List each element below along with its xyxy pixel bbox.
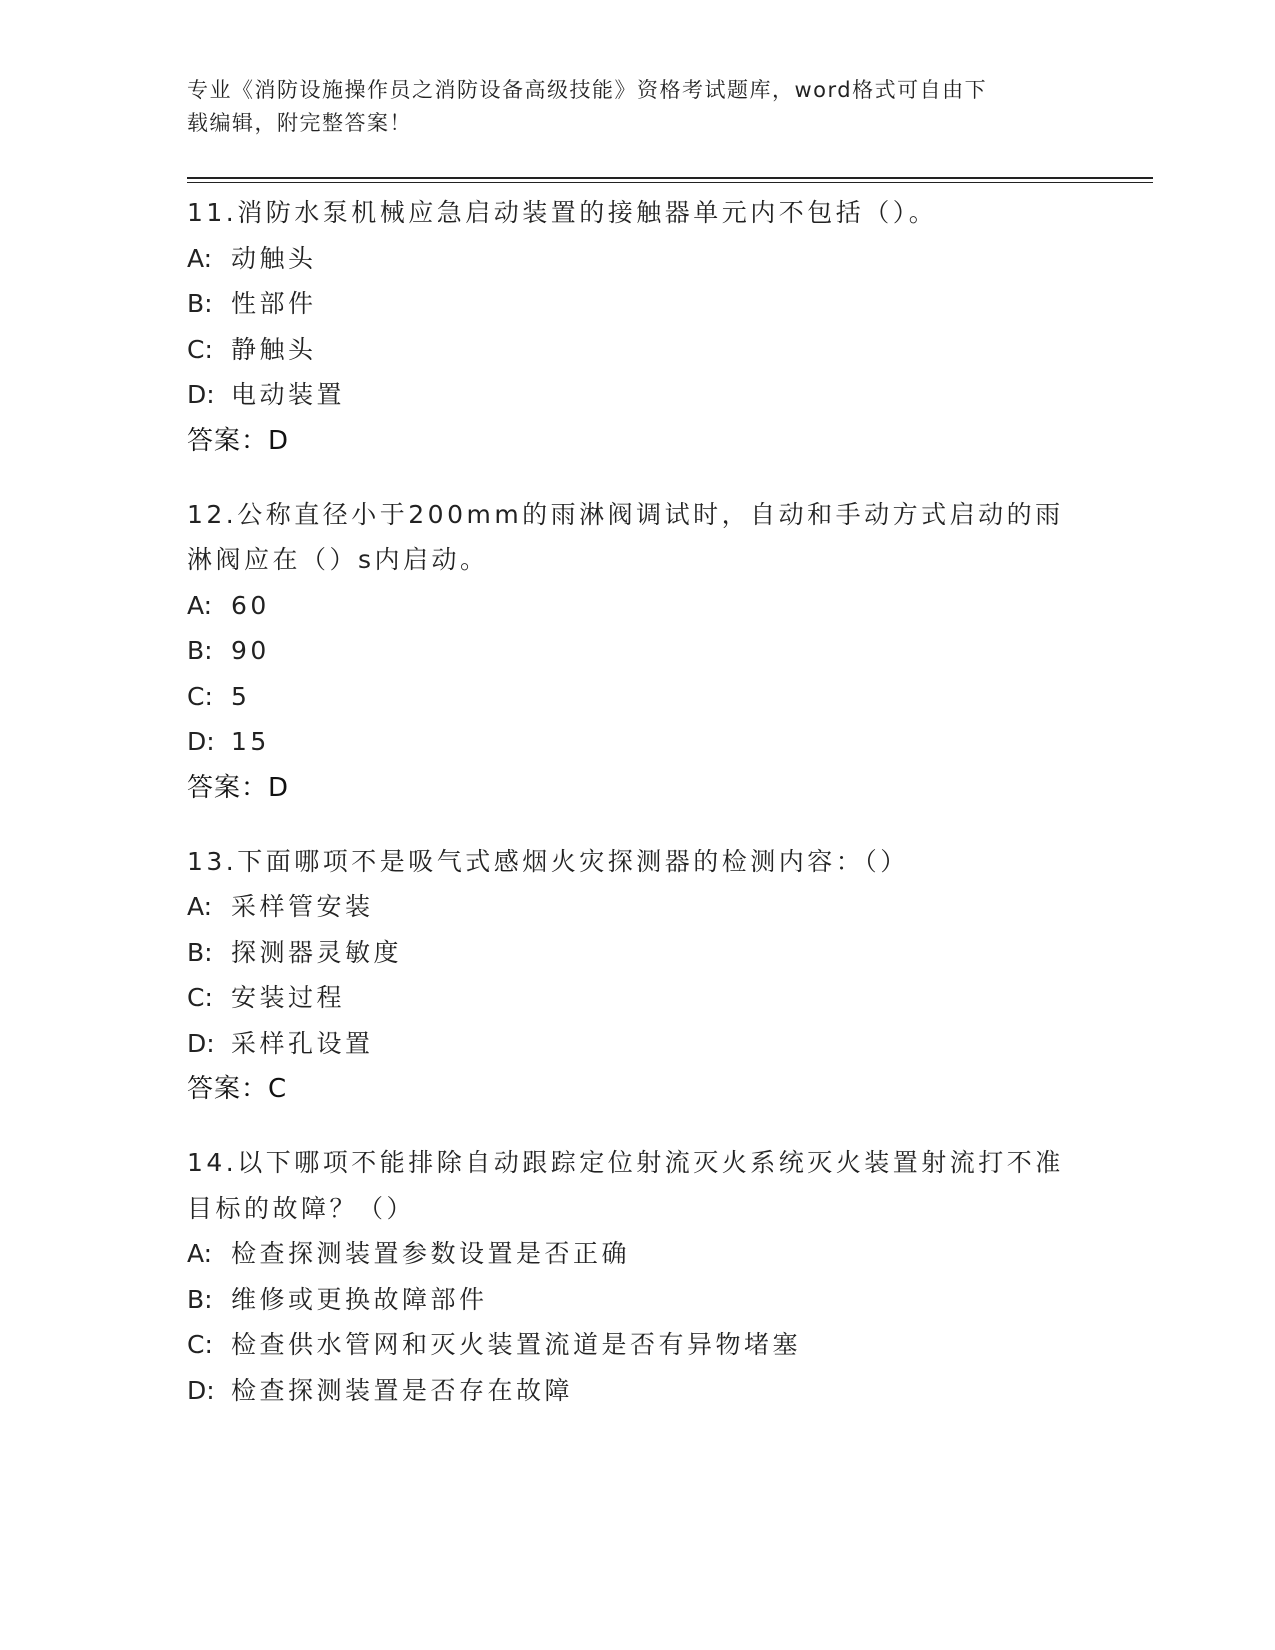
answer-line: 答案：D: [187, 425, 290, 456]
option-key: B:: [187, 636, 213, 665]
header-line-1: 专业《消防设施操作员之消防设备高级技能》资格考试题库，word格式可自由下: [187, 78, 988, 102]
option-text: 采样管安装: [231, 892, 374, 921]
option-a: [187, 583, 1087, 629]
option-text: 检查探测装置是否存在故障: [231, 1375, 574, 1405]
option-key: D:: [187, 727, 215, 756]
option-key: C:: [187, 1330, 213, 1359]
option-text: 检查供水管网和灭火装置流道是否有异物堵塞: [231, 1330, 802, 1359]
header-rule-thick: [187, 177, 1153, 179]
option-a: [187, 1231, 1087, 1277]
option-key: D:: [187, 1375, 215, 1405]
option-key: B:: [187, 1284, 213, 1314]
option-d: [187, 1021, 1087, 1067]
option-key: A:: [187, 243, 213, 273]
question-stem: 14.以下哪项不能排除自动跟踪定位射流灭火系统灭火装置射流打不准目标的故障？（）: [187, 1148, 1064, 1223]
option-key: C:: [187, 681, 213, 711]
question-stem: 12.公称直径小于200mm的雨淋阀调试时，自动和手动方式启动的雨淋阀应在（）s内启动。: [187, 499, 1064, 574]
option-key: C:: [187, 983, 213, 1012]
option-a: [187, 884, 1087, 930]
document-header: [187, 74, 1067, 140]
option-b: [187, 930, 1087, 976]
option-text: 维修或更换故障部件: [231, 1284, 488, 1314]
option-key: B:: [187, 289, 213, 318]
option-c: [187, 674, 1087, 720]
option-text: 90: [231, 636, 270, 665]
option-b: [187, 1277, 1087, 1323]
option-text: 静触头: [231, 334, 317, 364]
option-text: 采样孔设置: [231, 1028, 374, 1058]
question-14: [187, 1140, 1087, 1413]
question-stem: 11.消防水泵机械应急启动装置的接触器单元内不包括（）。: [187, 198, 938, 227]
option-c: [187, 327, 1087, 373]
option-c: [187, 975, 1087, 1021]
question-11: [187, 190, 1087, 464]
option-a: [187, 236, 1087, 282]
option-c: [187, 1322, 1087, 1368]
option-key: A:: [187, 590, 213, 620]
option-text: 60: [231, 590, 270, 620]
option-text: 检查探测装置参数设置是否正确: [231, 1239, 631, 1268]
answer-line: 答案：D: [187, 772, 290, 803]
question-list: [187, 190, 1087, 1441]
option-text: 5: [231, 681, 251, 711]
option-text: 电动装置: [231, 380, 346, 409]
option-text: 动触头: [231, 243, 317, 273]
option-key: B:: [187, 937, 213, 967]
option-key: A:: [187, 1239, 213, 1268]
option-d: [187, 719, 1087, 765]
option-key: D:: [187, 380, 215, 409]
option-b: [187, 628, 1087, 674]
question-12: [187, 492, 1087, 811]
question-13: [187, 839, 1087, 1113]
option-key: C:: [187, 334, 213, 364]
option-text: 探测器灵敏度: [231, 937, 403, 967]
option-b: [187, 281, 1087, 327]
option-d: [187, 372, 1087, 418]
answer-line: 答案：C: [187, 1074, 288, 1104]
option-text: 15: [231, 727, 270, 756]
question-stem: 13.下面哪项不是吸气式感烟火灾探测器的检测内容：（）: [187, 846, 909, 876]
option-text: 性部件: [231, 289, 317, 318]
header-rule-thin: [187, 182, 1153, 183]
header-line-2: 载编辑，附完整答案！: [187, 111, 412, 135]
option-d: [187, 1368, 1087, 1414]
option-key: A:: [187, 892, 213, 921]
option-text: 安装过程: [231, 983, 346, 1012]
option-key: D:: [187, 1028, 215, 1058]
